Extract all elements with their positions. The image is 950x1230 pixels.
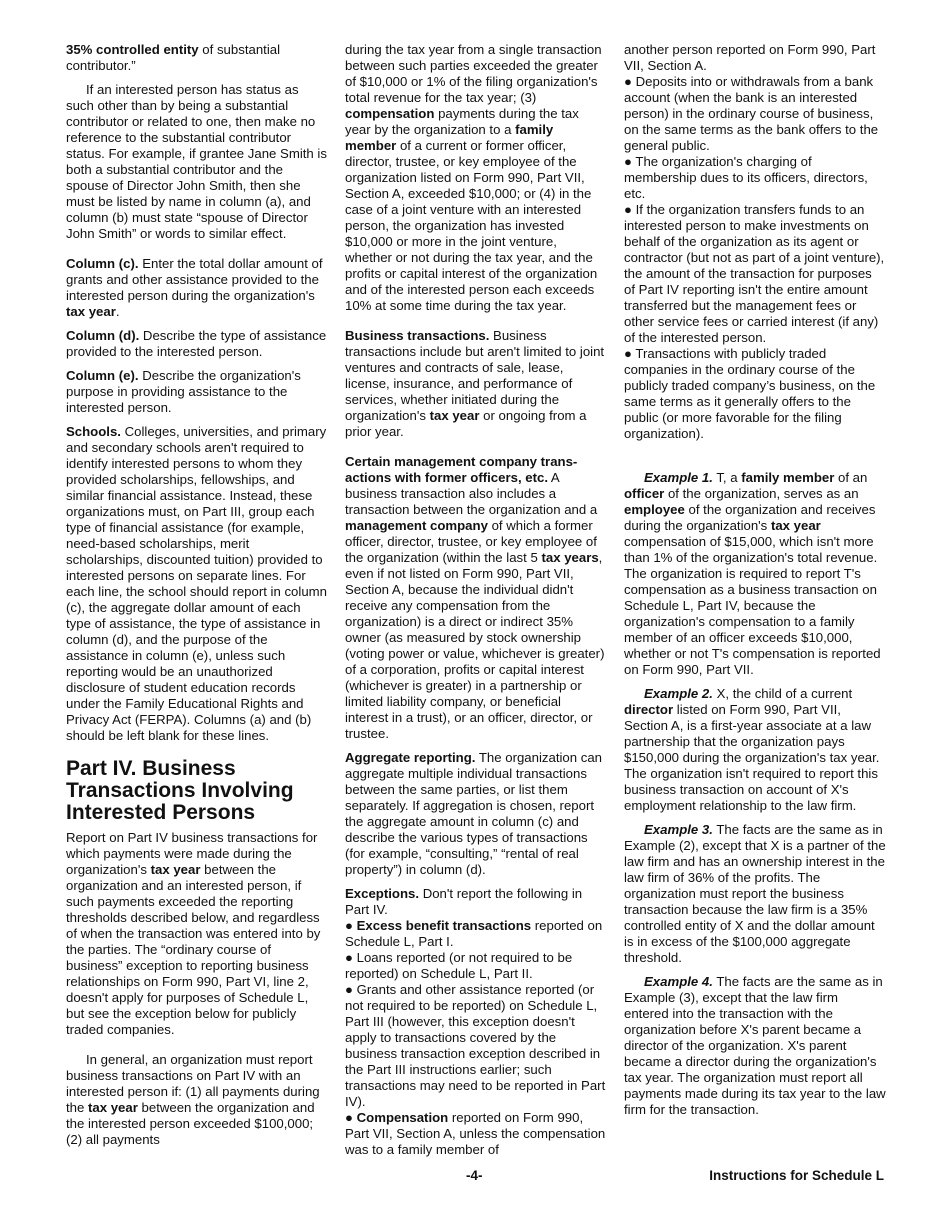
list-item-investments: ● If the organization transfers funds to an interested person to make investments on behalf of the organization as its agent or contractor (but not as part of a joint venture), the amount of the transaction for purposes of Part IV reporting isn't the entire amount transferred but the management fees or other service fees or carried interest (if any) of the interested person. xyxy=(624,202,885,345)
list-item-compensation: ● Compensation reported on Form 990, Part VII, Section A, unless the compensation was to a family member of xyxy=(345,1110,606,1157)
paragraph-general-rule: In general, an organization must report business transactions on Part IV with an interested person if: (1) all payments during the tax year between the organization and the interested person exceeded $100,000; (2) all payments xyxy=(66,1052,320,1147)
example-2: Example 2. X, the child of a current director listed on Form 990, Part VII, Section A, is a first-year associate at a law partnership that the organization pays $150,000 during the organization's tax year. The organization isn't required to report this business transaction on account of X's employment relationship to the law firm. xyxy=(624,686,880,813)
column-2 xyxy=(345,42,607,1158)
paragraph-exceptions: Exceptions. Don't report the following in Part IV. xyxy=(345,886,583,917)
list-item-publicly-traded: ● Transactions with publicly traded companies in the ordinary course of the publicly traded company’s business, on the same terms as it generally offers to the public (or more favorable for the filing organization). xyxy=(624,346,876,441)
paragraph-column-c: Column (c). Enter the total dollar amount of grants and other assistance provided to the interested person during the organization's tax year. xyxy=(66,256,323,319)
example-3: Example 3. The facts are the same as in Example (2), except that X is a partner of the law firm and has an ownership interest in the law firm of 36% of the profits. The organization must report the business transaction because the law firm is a 35% controlled entity of X and the dollar amount is in excess of the $100,000 aggregate threshold. xyxy=(624,822,886,965)
bullet-icon: ● xyxy=(624,202,636,217)
column-1 xyxy=(66,42,328,1156)
bullet-icon: ● xyxy=(345,950,357,965)
bullet-icon: ● xyxy=(345,982,357,997)
paragraph-management-company: Certain management company trans-actions with former officers, etc. A business transaction also includes a transaction between the organization and a management company of which a former officer, director, trustee, or key employee of the organization (within the last 5 tax years, even if not listed on Form 990, Part VII, Section A, because the individual didn't receive any compensation from the organization) is a direct or indirect 35% owner (as measured by stock ownership (voting power or value, whichever is greater) of a corporation, profits or capital interest (whichever is greater) in a partnership or limited liability company, or beneficial interest in a trust), or an officer, director, or trustee. xyxy=(345,454,605,741)
list-item-deposits: ● Deposits into or withdrawals from a bank account (when the bank is an interested person) in the ordinary course of business, on the same terms as the bank offers to the general public. xyxy=(624,74,879,153)
column-3 xyxy=(624,42,886,1126)
list-item-continued: another person reported on Form 990, Part VII, Section A. xyxy=(624,42,876,73)
paragraph-schools: Schools. Colleges, universities, and primary and secondary schools aren't required to identify interested persons to whom they provided scholarships, fellowships, and similar financial assistance. Instead, these organizations must, on Part III, group each type of financial assistance (for example, need-based scholarships, merit scholarships, discounted tuition) provided to interested persons on separate lines. For each line, the school should report in column (c), the aggregate dollar amount of each type of assistance, the type of assistance in column (d), and the purpose of the assistance in column (e), unless such reporting would be an unauthorized disclosure of student education records under the Family Educational Rights and Privacy Act (FERPA). Columns (a) and (b) should be left blank for these lines. xyxy=(66,424,327,743)
page-number: -4- xyxy=(466,1168,483,1183)
list-item-loans: ● Loans reported (or not required to be reported) on Schedule L, Part II. xyxy=(345,950,573,981)
paragraph-thresholds: during the tax year from a single transaction between such parties exceeded the greater of $10,000 or 1% of the filing organization's total revenue for the tax year; (3) compensation payments during the tax year by the organization to a family member of a current or former officer, director, trustee, or key employee of the organization listed on Form 990, Part VII, Section A, exceeded $10,000; or (4) in the case of a joint venture with an interested person, the organization has invested $10,000 or more in the joint venture, whether or not during the tax year, and the profits or capital interest of the organization and of the interested person each exceeds 10% at some time during the tax year. xyxy=(345,42,602,313)
bullet-icon: ● xyxy=(345,918,357,933)
bullet-icon: ● xyxy=(345,1110,357,1125)
example-1: Example 1. T, a family member of an officer of the organization, serves as an employee of the organization and receives during the organization's tax year compensation of $15,000, which isn't more than 1% of the organization's total revenue. The organization is required to report T's compensation as a business transaction on Schedule L, Part IV, because the organization's compensation to a family member of an officer exceeds $10,000, whether or not T's compensation is reported on Form 990, Part VII. xyxy=(624,470,881,677)
paragraph-part-iv-intro: Report on Part IV business transactions for which payments were made during the organization's tax year between the organization and an interested person, if such payments exceeded the reporting thresholds described below, and regardless of when the transaction was entered into by the parties. The “ordinary course of business” exception to reporting business relationships on Form 990, Part VI, line 2, doesn't apply for purposes of Schedule L, but see the exception below for publicly traded companies. xyxy=(66,830,321,1037)
bullet-icon: ● xyxy=(624,74,636,89)
section-heading-part-iv: Part IV. Business Transactions Involving Interested Persons xyxy=(66,757,294,824)
paragraph-column-e: Column (e). Describe the organization's purpose in providing assistance to the interested person. xyxy=(66,368,301,415)
paragraph-interested-person-status: If an interested person has status as such other than by being a substantial contributor or related to one, then make no reference to the substantial contributor status. For example, if grantee Jane Smith is both a substantial contributor and the spouse of Director John Smith, then she must be listed by name in column (a), and column (b) must state “spouse of Director John Smith” or words to similar effect. xyxy=(66,82,327,241)
footer-title: Instructions for Schedule L xyxy=(709,1168,884,1183)
paragraph-aggregate-reporting: Aggregate reporting. The organization can aggregate multiple individual transactions between the same parties, or list them separately. If aggregation is chosen, report the aggregate amount in column (c) and describe the various types of transactions (for example, “consulting,” “rental of real property”) in column (d). xyxy=(345,750,603,877)
paragraph-column-d: Column (d). Describe the type of assistance provided to the interested person. xyxy=(66,328,327,359)
bullet-icon: ● xyxy=(624,154,636,169)
paragraph-controlled-entity: 35% controlled entity of substantial contributor.” xyxy=(66,42,281,73)
list-item-grants: ● Grants and other assistance reported (or not required to be reported) on Schedule L, Part III (however, this exception doesn't apply to transactions covered by the business transaction exception described in the Part III instructions earlier; such transactions may need to be reported in Part IV). xyxy=(345,982,606,1109)
example-4: Example 4. The facts are the same as in Example (3), except that the law firm entered into the transaction with the organization before X's parent became a director of the organization. X's parent became a director during the organization's tax year. The organization must report all payments made during its tax year to the law firm for the transaction. xyxy=(624,974,886,1117)
list-item-excess-benefit: ● Excess benefit transactions reported on Schedule L, Part I. xyxy=(345,918,603,949)
bullet-icon: ● xyxy=(624,346,636,361)
list-item-membership-dues: ● The organization's charging of membership dues to its officers, directors, etc. xyxy=(624,154,868,201)
paragraph-business-transactions: Business transactions. Business transactions include but aren't limited to joint ventures and contracts of sale, lease, license, insurance, and performance of services, whether initiated during the organization's tax year or ongoing from a prior year. xyxy=(345,328,605,439)
